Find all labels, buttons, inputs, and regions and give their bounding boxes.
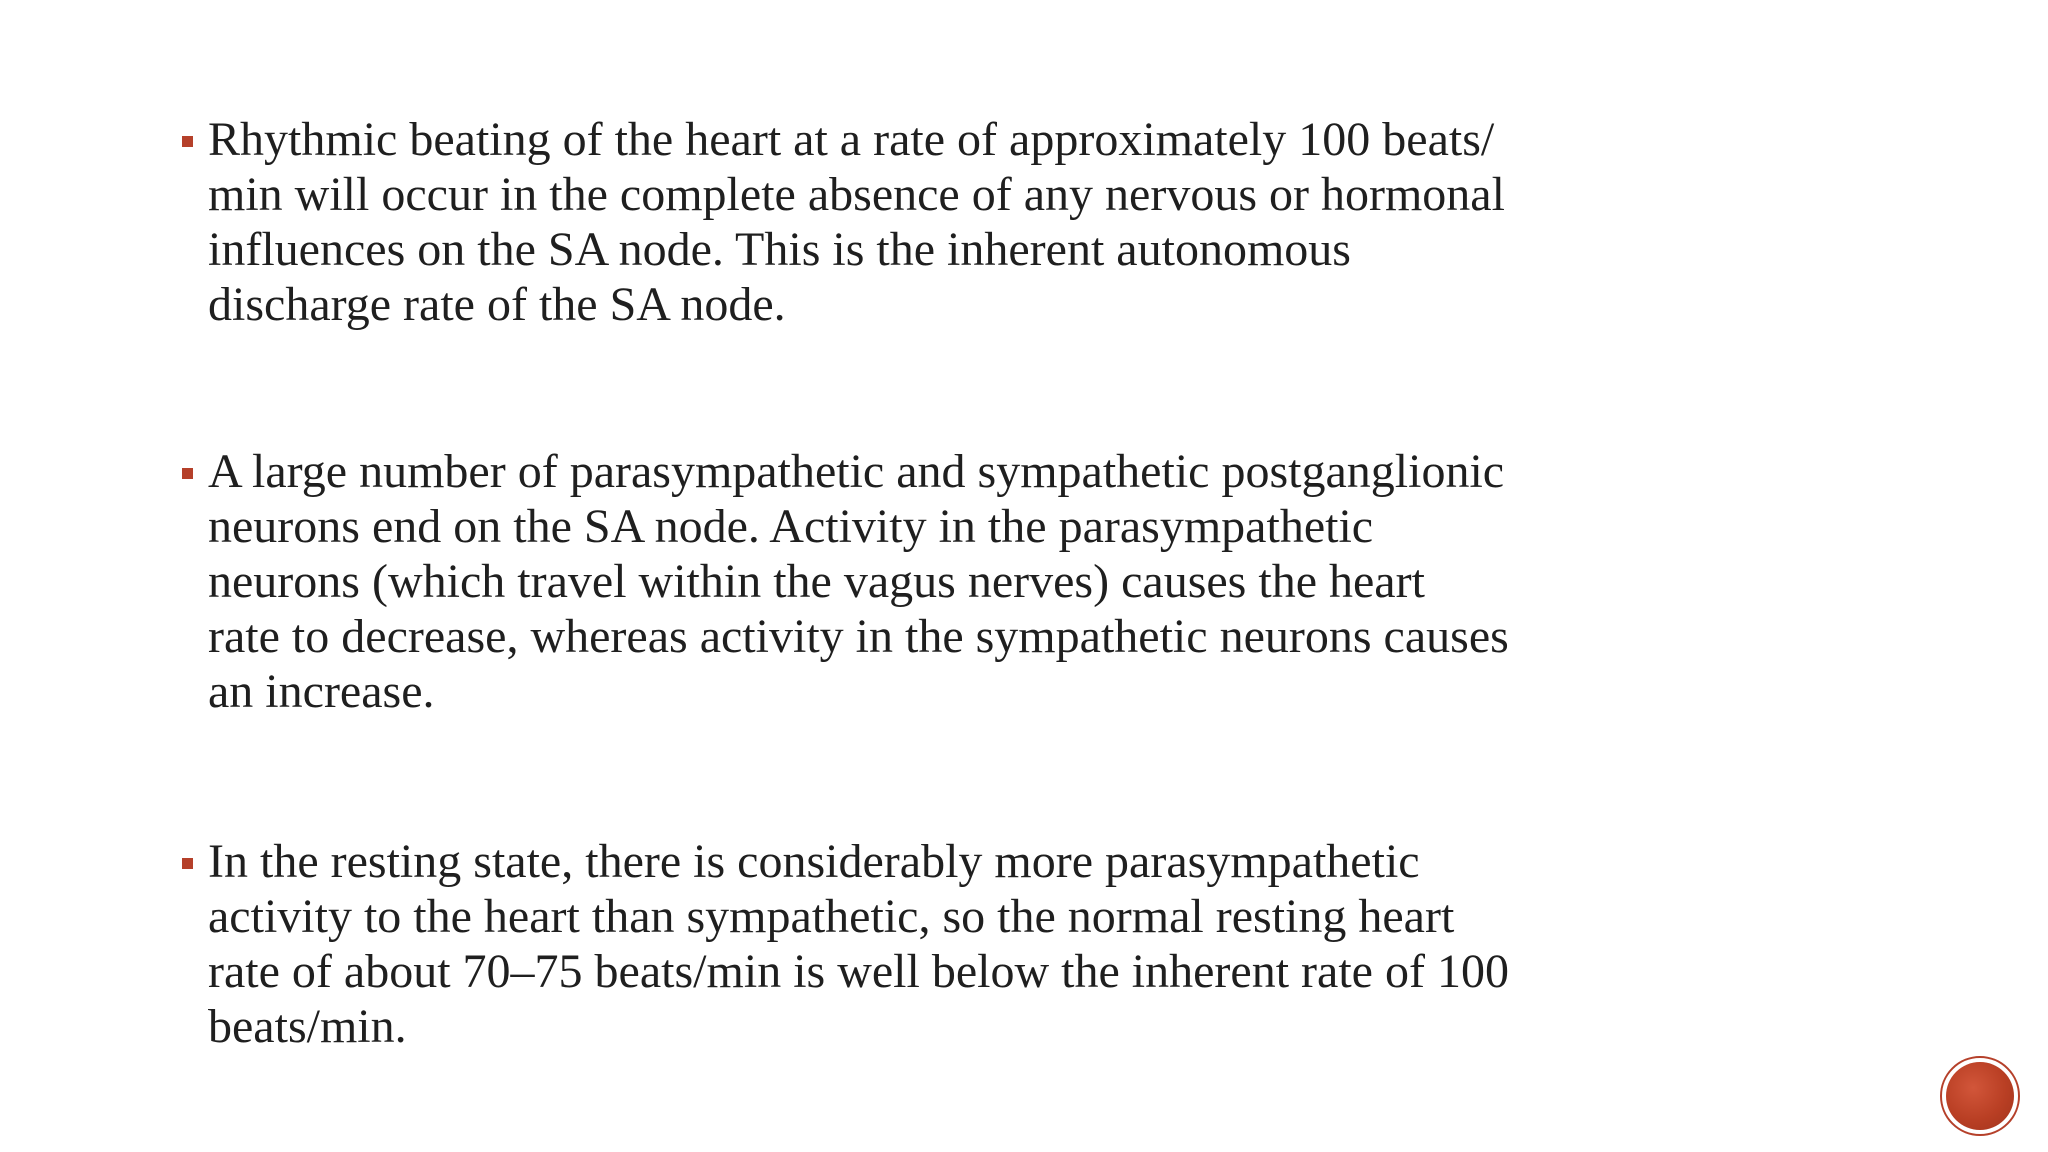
- circle-button-icon: [1946, 1062, 2014, 1130]
- bullet-text: A large number of parasympathetic and sympathetic postganglionic neurons end on the SA node. Activity in the parasympathetic neurons (which travel within the vagus nerves) causes the heart rate to decrease, whereas activity in the sympathetic neurons causes an increase.: [208, 445, 1509, 718]
- square-bullet-icon: [182, 468, 193, 479]
- bullet-text: In the resting state, there is considerably more parasympathetic activity to the heart than sympathetic, so the normal resting heart rate of about 70–75 beats/min is well below the inherent rate of 100 beats/min.: [208, 835, 1509, 1053]
- square-bullet-icon: [182, 136, 193, 147]
- slide-nav-button[interactable]: [1940, 1056, 2020, 1136]
- bullet-text: Rhythmic beating of the heart at a rate of approximately 100 beats/ min will occur in the complete absence of any nervous or hormonal influences on the SA node. This is the inherent autonomous discharge rate of the SA node.: [208, 113, 1505, 331]
- square-bullet-icon: [182, 858, 193, 869]
